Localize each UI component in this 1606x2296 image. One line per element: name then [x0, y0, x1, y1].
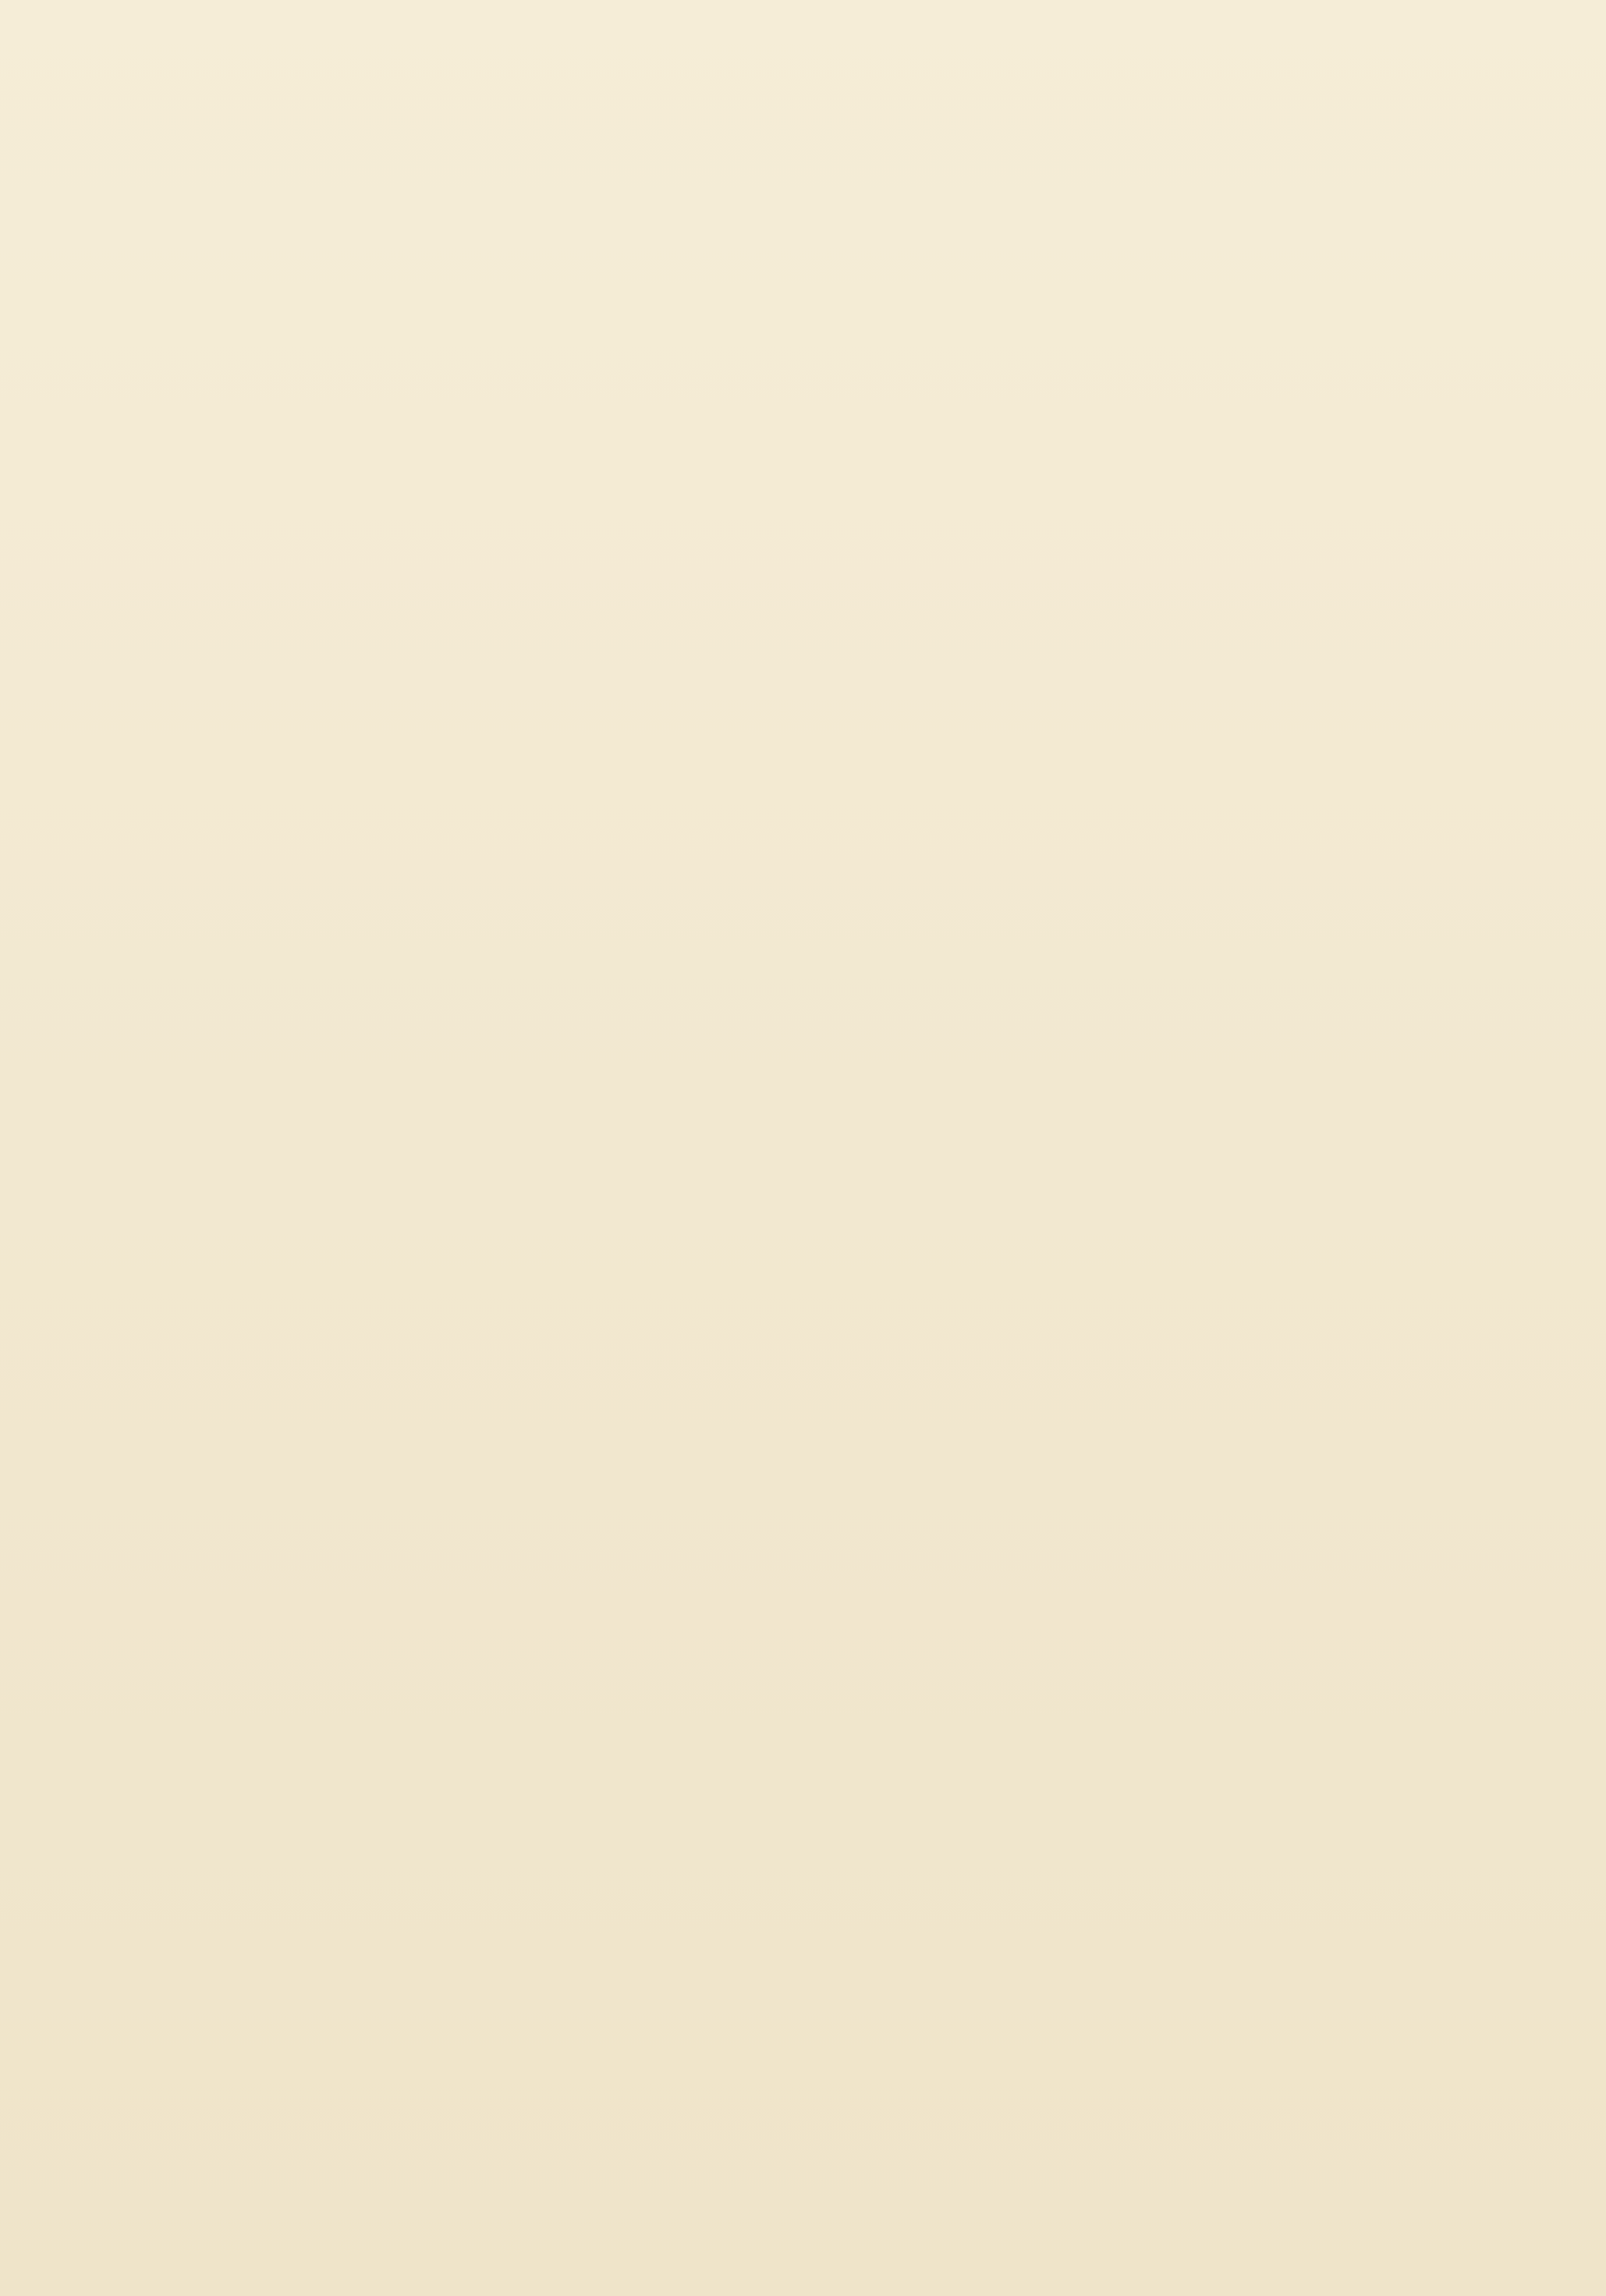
page-header — [148, 84, 1466, 139]
